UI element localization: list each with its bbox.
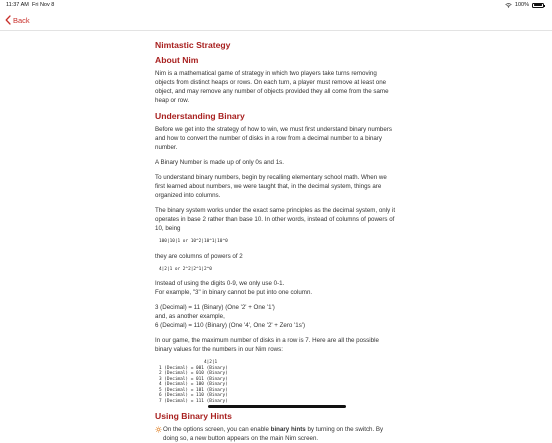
hints-text-post: by turning on the switch. By doing so, a new button appears on the main Nim screen.	[163, 426, 384, 442]
binary-table: 4|2|1 1 (Decimal) = 001 (Binary) 2 (Decimal) = 010 (Binary) 3 (Decimal) = 011 (Binary) 4 (Decimal) = 100 (Binary) 5 (Decimal) = 101 (Binary) 6 (Decimal) = 110 (Binary) 7 (Decimal) = 111 (Binary)	[159, 360, 228, 404]
battery-fill	[534, 4, 543, 6]
binary-paragraph-5: they are columns of powers of 2	[155, 252, 243, 260]
binary-paragraph-6a: Instead of using the digits 0-9, we only use 0-1.	[155, 280, 285, 287]
hints-paragraph	[155, 425, 397, 443]
chevron-left-icon	[5, 15, 11, 25]
status-date: Fri Nov 8	[32, 2, 55, 8]
nav-bar	[0, 11, 552, 31]
back-button[interactable]	[5, 15, 30, 25]
hints-text-bold: binary hints	[270, 426, 306, 433]
binary-heading: Understanding Binary	[155, 111, 245, 121]
back-label: Back	[13, 15, 30, 25]
binary-paragraph-8: In our game, the maximum number of disks in a row is 7. Here are all the possible binary values for the numbers in our Nim rows:	[155, 337, 379, 353]
binary-paragraph-7b: and, as another example,	[155, 313, 225, 320]
code-powers-of-2: 4|2|1 or 2^2|2^1|2^0	[159, 266, 212, 272]
hints-heading: Using Binary Hints	[155, 411, 232, 421]
binary-paragraph-2: A Binary Number is made up of only 0s and 1s.	[155, 159, 284, 166]
binary-paragraph-6	[155, 279, 397, 297]
status-right	[505, 2, 544, 8]
strategy-article[interactable]	[155, 40, 397, 443]
binary-paragraph-6b: For example, "3" in binary cannot be put into one column.	[155, 289, 313, 296]
status-bar	[0, 0, 552, 11]
lightbulb-icon	[155, 426, 162, 433]
home-indicator[interactable]	[208, 405, 346, 408]
battery-percent: 100%	[514, 2, 529, 8]
binary-paragraph-3: To understand binary numbers, begin by recalling elementary school math. When we first learned about numbers, we were taught that, in the decimal system, things are organized into columns.	[155, 174, 387, 199]
code-powers-of-10: 100|10|1 or 10^2|10^1|10^0	[159, 239, 228, 244]
hints-text	[163, 425, 397, 443]
page-title: Nimtastic Strategy	[155, 40, 231, 50]
binary-paragraph-7	[155, 303, 397, 330]
wifi-icon	[505, 3, 512, 8]
about-heading: About Nim	[155, 55, 199, 65]
about-text: Nim is a mathematical game of strategy in which two players take turns removing objects from distinct heaps or rows. On each turn, a player must remove at least one object, and may remove any number of objects provided they all come from the same heap or row.	[155, 70, 389, 104]
binary-paragraph-4: The binary system works under the exact same principles as the decimal system, only it operates in base 2 rather than base 10. In other words, instead of columns of powers of 10, being	[155, 207, 396, 232]
status-time: 11:37 AM	[6, 2, 29, 8]
binary-paragraph-1: Before we get into the strategy of how to win, we must first understand binary numbers and how to convert the number of disks in a row from a decimal number to a binary number.	[155, 126, 392, 151]
binary-paragraph-7c: 6 (Decimal) = 110 (Binary) (One '4', One '2' + Zero '1s')	[155, 322, 306, 329]
hints-text-pre: On the options screen, you can enable	[163, 426, 271, 433]
battery-icon	[532, 3, 544, 8]
binary-paragraph-7a: 3 (Decimal) = 11 (Binary) (One '2' + One '1')	[155, 304, 275, 311]
